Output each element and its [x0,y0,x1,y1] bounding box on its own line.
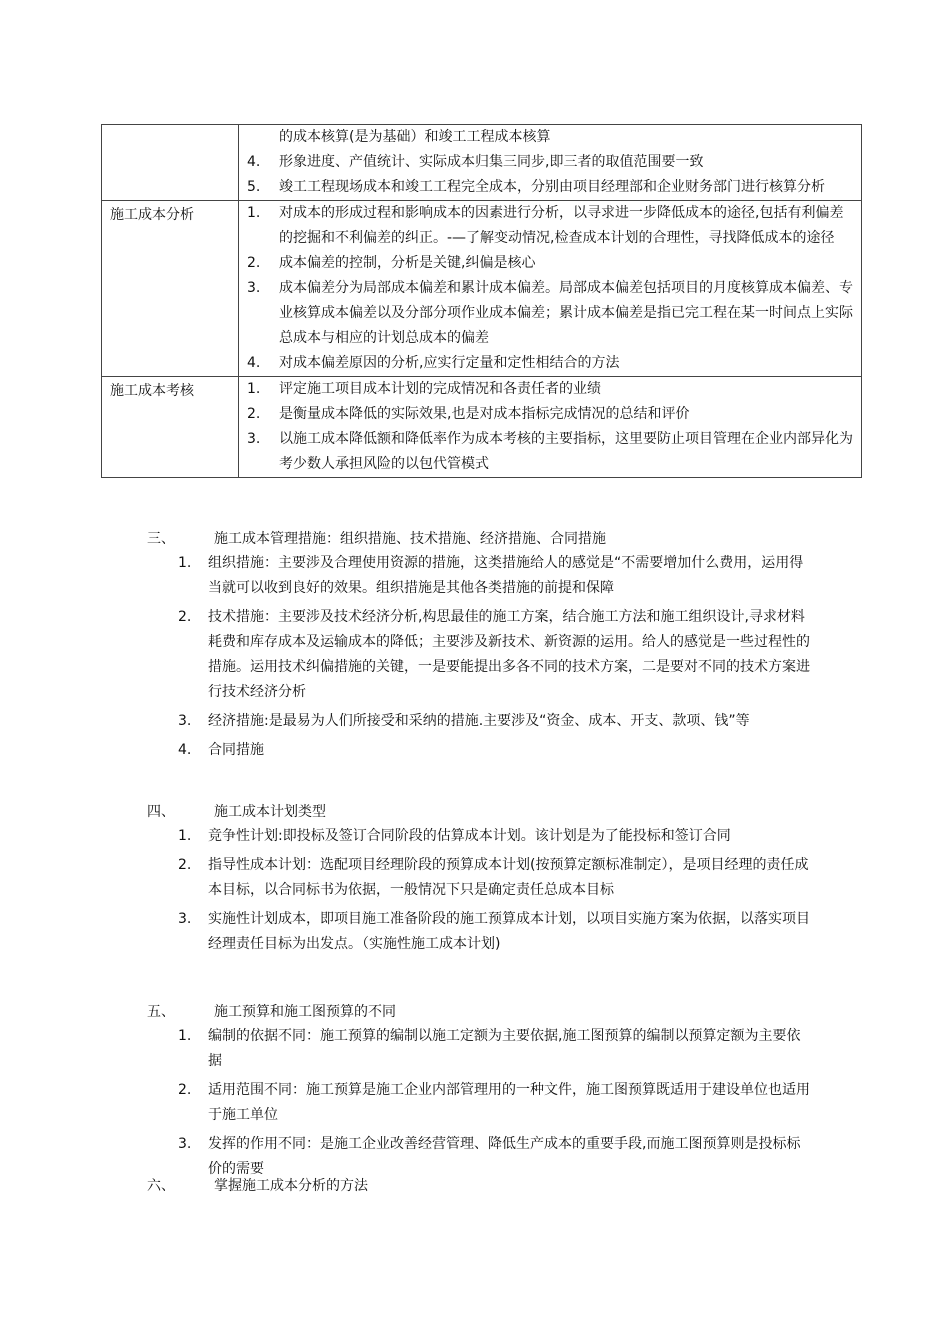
table-row-label: 施工成本考核 [102,377,239,478]
list-item [247,351,855,376]
list-item-text: 成本偏差的控制，分析是关键,纠偏是核心 [279,255,536,271]
list-item-number: 1. [247,381,261,397]
list-item-number: 2. [178,857,192,873]
list-item [0,824,950,849]
list-item-text: 形象进度、产值统计、实际成本归集三同步,即三者的取值范围要一致 [279,154,704,170]
list-item [0,1078,950,1128]
section-title: 施工成本计划类型 [214,804,326,820]
section-heading [0,1174,950,1198]
list-item-text: 评定施工项目成本计划的完成情况和各责任者的业绩 [279,381,601,397]
list-item-text: 指导性成本计划：选配项目经理阶段的预算成本计划(按预算定额标准制定），是项目经理的责任成本目标，以合同标书为依据，一般情况下只是确定责任总成本目标 [208,857,809,898]
list-item-text: 竣工工程现场成本和竣工工程完全成本，分别由项目经理部和企业财务部门进行核算分析 [279,179,825,195]
table-row-label: 施工成本分析 [102,201,239,377]
list-item [0,1024,950,1074]
list-item-text: 以施工成本降低额和降低率作为成本考核的主要指标，这里要防止项目管理在企业内部异化为考少数人承担风险的以包代管模式 [279,431,853,472]
section-title: 掌握施工成本分析的方法 [214,1178,368,1194]
list-item-number: 1. [178,555,192,571]
section-number: 四、 [147,804,175,820]
list-item-number: 1. [178,828,192,844]
list-item-number: 4. [247,154,261,170]
section-heading [0,1000,950,1024]
list-item [247,201,855,251]
section-heading [0,527,950,551]
list-item-number: 1. [178,1028,192,1044]
list-item-number: 4. [247,355,261,371]
list-item [247,175,855,200]
section-six [0,1174,950,1198]
list-item-text: 技术措施：主要涉及技术经济分析,构思最佳的施工方案，结合施工方法和施工组织设计,寻求材料耗费和库存成本及运输成本的降低；主要涉及新技术、新资源的运用。给人的感觉是一些过程性的措施。运用技术纠偏措施的关键，一是要能提出多各不同的技术方案，二是要对不同的技术方案进行技术经济分析 [208,609,810,700]
list-item [247,427,855,477]
section-three [0,527,950,763]
list-item-text: 实施性计划成本，即项目施工准备阶段的施工预算成本计划，以项目实施方案为依据，以落实项目经理责任目标为出发点。（实施性施工成本计划) [208,911,810,952]
table-row [102,125,862,201]
cost-management-table [101,124,862,478]
list-item [0,738,950,763]
list-item-number: 2. [178,1082,192,1098]
list-item-text: 是衡量成本降低的实际效果,也是对成本指标完成情况的总结和评价 [279,406,690,422]
table-row [102,201,862,377]
list-item [247,377,855,402]
list-item-number: 2. [247,406,261,422]
list-item [247,251,855,276]
section-five [0,1000,950,1182]
list-item [247,125,855,150]
list-item [0,709,950,734]
list-item [0,907,950,957]
list-item-text: 发挥的作用不同：是施工企业改善经营管理、降低生产成本的重要手段,而施工图预算则是投标标价的需要 [208,1136,801,1177]
section-title: 施工成本管理措施：组织措施、技术措施、经济措施、合同措施 [214,531,606,547]
list-item-number: 5. [247,179,261,195]
list-item-number: 3. [178,1136,192,1152]
section-number: 五、 [147,1004,175,1020]
list-item [247,402,855,427]
list-item-text: 成本偏差分为局部成本偏差和累计成本偏差。局部成本偏差包括项目的月度核算成本偏差、专业核算成本偏差以及分部分项作业成本偏差；累计成本偏差是指已完工程在某一时间点上实际总成本与相应的计划总成本的偏差 [279,280,853,346]
table-row-label [102,125,239,201]
list-item-number: 3. [178,713,192,729]
list-item-number: 2. [178,609,192,625]
table-row-content [239,125,862,201]
list-item [247,150,855,175]
list-item [247,276,855,351]
list-item-number: 3. [247,431,261,447]
section-number: 三、 [147,531,175,547]
list-item [0,605,950,705]
table-row-content [239,201,862,377]
list-item-number: 3. [247,280,261,296]
list-item-text: 编制的依据不同：施工预算的编制以施工定额为主要依据,施工图预算的编制以预算定额为主要依据 [208,1028,801,1069]
list-item-text: 对成本偏差原因的分析,应实行定量和定性相结合的方法 [279,355,620,371]
table-row [102,377,862,478]
section-number: 六、 [147,1178,175,1194]
list-item-text: 合同措施 [208,742,264,758]
list-item-text: 对成本的形成过程和影响成本的因素进行分析，以寻求进一步降低成本的途径,包括有利偏差的挖掘和不利偏差的纠正。-—了解变动情况,检查成本计划的合理性，寻找降低成本的途径 [279,205,844,246]
list-item-text: 的成本核算(是为基础）和竣工工程成本核算 [279,129,551,145]
list-item [0,551,950,601]
list-item [0,853,950,903]
list-item-text: 经济措施:是最易为人们所接受和采纳的措施.主要涉及“资金、成本、开支、款项、钱”等 [208,713,750,729]
list-item-number [247,125,279,150]
section-heading [0,800,950,824]
section-title: 施工预算和施工图预算的不同 [214,1004,396,1020]
list-item-number: 3. [178,911,192,927]
list-item-number: 2. [247,255,261,271]
list-item-text: 组织措施：主要涉及合理使用资源的措施，这类措施给人的感觉是“不需要增加什么费用，运用得当就可以收到良好的效果。组织措施是其他各类措施的前提和保障 [208,555,804,596]
list-item-text: 竞争性计划:即投标及签订合同阶段的估算成本计划。该计划是为了能投标和签订合同 [208,828,731,844]
section-four [0,800,950,957]
list-item-text: 适用范围不同：施工预算是施工企业内部管理用的一种文件，施工图预算既适用于建设单位也适用于施工单位 [208,1082,810,1123]
list-item-number: 1. [247,205,261,221]
list-item-number: 4. [178,742,192,758]
table-row-content [239,377,862,478]
